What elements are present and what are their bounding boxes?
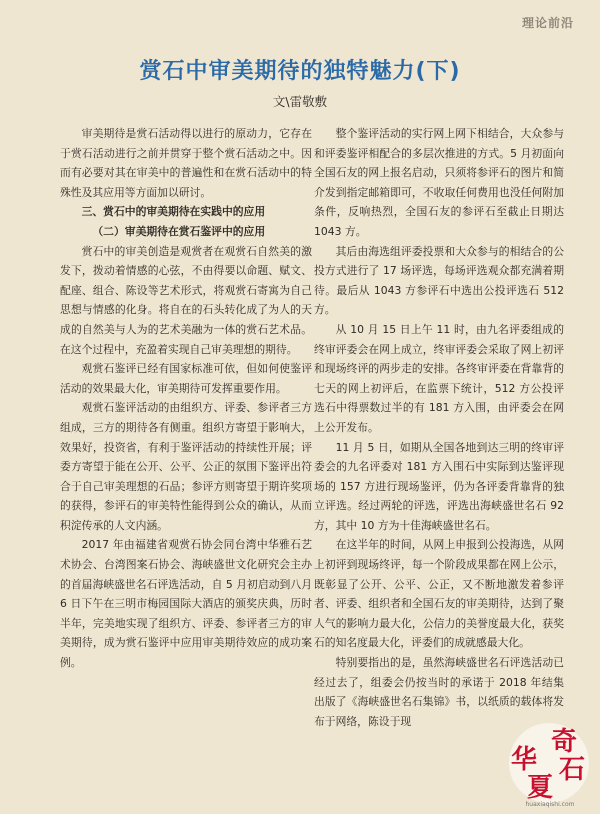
left-paragraph: 观赏石鉴评活动的由组织方、评委、参评者三方组成，三方的期待各有侧重。组织方寄望于影响大，效果好，投资省，有利于鉴评活动的持续性开展；评委方寄望于能在公开、公平、公正的氛围下鉴评出符合于自己审美理想的石品；参评方则寄望于期许奖项的获得，参评石的审美特性能得到公众的确认，从而积淀传承的人文内涵。 [60,401,312,532]
left-paragraph: 赏石中的审美创造是观赏者在观赏石自然美的激发下，拨动着情感的心弦，不由得要以命题、赋文、配座、组合、陈设等艺术形式，将观赏石寄寓为自己思想与情感的化身。将自在的石头转化成了为人的天成的自然美与人为的艺术美融为一体的赏石艺术品。在这个过程中，充盈着实现自己审美理想的期待。 [60,244,312,356]
right-column [314,124,564,731]
svg-text:石: 石 [558,755,586,785]
right-paragraph: 从 10 月 15 日上午 11 时，由九名评委组成的终审评委会在网上成立，终审评委会采取了网上初评和现场终评的两步走的安排。各终审评委在背靠背的七天的网上初评后，在监票下统计，512 方公投评选石中得票数过半的有 181 方入围，由评委会在网上公开发布。 [314,322,564,434]
left-subheading: （二）审美期待在赏石鉴评中的应用 [92,224,266,238]
left-heading: 三、赏石中的审美期待在实践中的应用 [81,205,266,219]
right-paragraph: 11 月 5 日，如期从全国各地到达三明的终审评委会的九名评委对 181 方入围石中实际到达鉴评现场的 157 方进行现场鉴评，仍为各评委背靠背的独立评选。经过两轮的评选，评选出海峡盛世名石 92 方，其中 10 方为十佳海峡盛世名石。 [314,440,564,532]
right-paragraph: 在这半年的时间，从网上申报到公投海选，从网上初评到现场终评，每一个阶段成果都在网上公示，既彰显了公开、公平、公正，又不断地激发着参评者、评委、组织者和全国石友的审美期待，达到了聚人气的影响力最大化，公信力的美誉度最大化，获奖石的知名度最大化，评委们的成就感最大化。 [314,538,564,650]
left-paragraph: 2017 年由福建省观赏石协会同台湾中华雅石艺术协会、台湾图案石协会、海峡盛世文化研究会主办的首届海峡盛世名石评选活动，自 5 月初启动到八月 6 日下午在三明市梅园国际大酒店的颁奖庆典，历时半年，完美地实现了组织方、评委、参评者三方的审美期待，成为赏石鉴评中应用审美期待效应的成功案例。 [60,538,312,670]
article-title: 赏石中审美期待的独特魅力(下) [139,59,461,84]
right-paragraph: 其后由海选组评委投票和大众参与的相结合的公投方式进行了 17 场评选，每场评选观众都充满着期待。最后从 1043 方参评石中选出公投评选石 512 方。 [314,244,564,317]
svg-text:huaxiaqishi.com: huaxiaqishi.com [525,801,575,808]
svg-text:奇: 奇 [550,727,578,757]
right-paragraph: 特别要指出的是，虽然海峡盛世名石评选活动已经过去了，组委会仍按当时的承诺于 2018 年结集出版了《海峡盛世名石集锦》书，以纸质的载体将发布于网络，陈设于现 [314,656,564,728]
watermark-logo [502,716,594,808]
right-paragraph: 整个鉴评活动的实行网上网下相结合，大众参与和评委鉴评相配合的多层次推进的方式。5 月初面向全国石友的网上报名启动，只须将参评石的图片和简介发到指定邮箱即可，不收取任何费用也没任何附加条件，反响热烈，全国石友的参评石至截止日期达 1043 方。 [314,127,564,238]
svg-text:华: 华 [510,745,538,775]
svg-text:夏: 夏 [526,773,554,803]
left-paragraph: 观赏石鉴评已经有国家标准可依，但如何使鉴评活动的效果最大化，审美期待可发挥重要作用。 [60,362,312,395]
article-byline: 文\雷敬敷 [272,94,328,109]
left-column [60,124,312,673]
section-tag: 理论前沿 [521,16,574,30]
left-paragraph: 审美期待是赏石活动得以进行的原动力，它存在于赏石活动进行之前并贯穿于整个赏石活动之中。因而有必要对其在审美中的普遍性和在赏石活动中的特殊性及其应用等方面加以研讨。 [60,127,312,199]
